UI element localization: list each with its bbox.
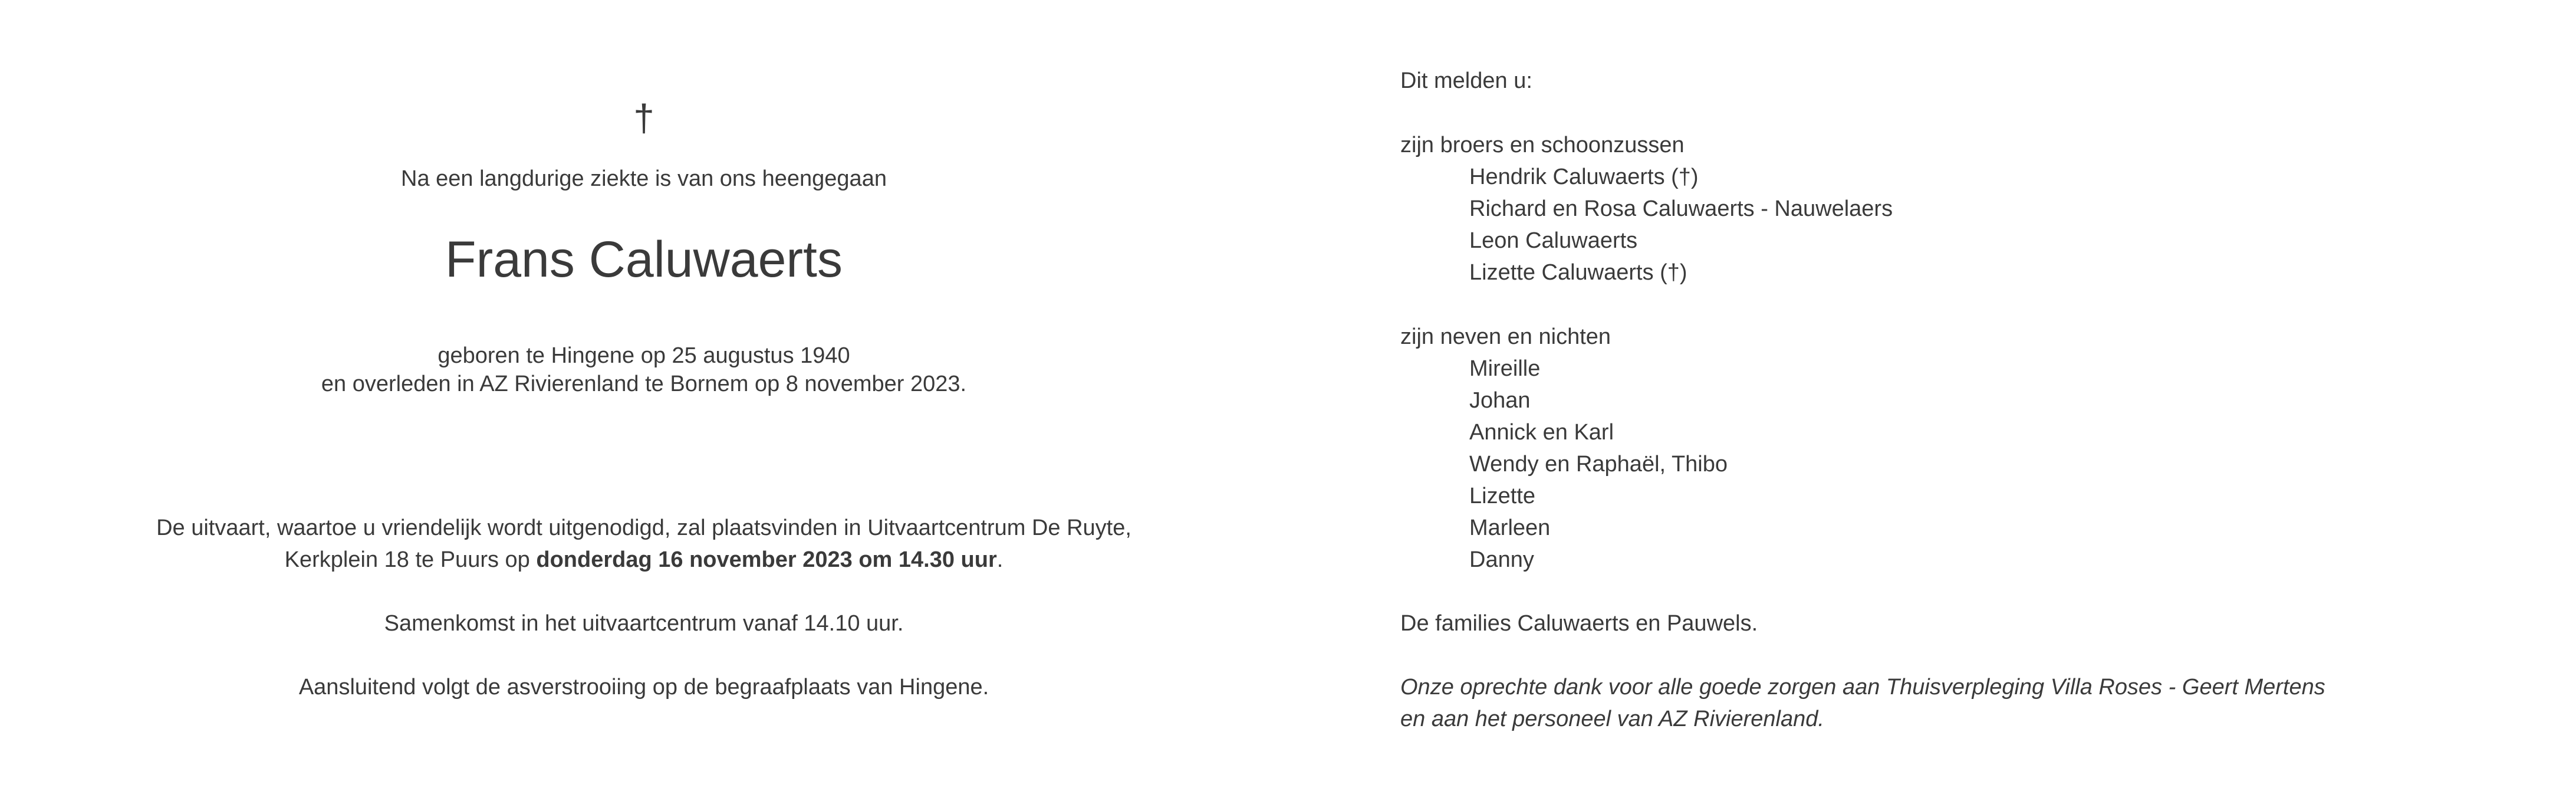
nephew-item: Wendy en Raphaël, Thibo (1469, 452, 1728, 477)
nephew-item: Lizette (1469, 484, 1535, 508)
gathering-text: Samenkomst in het uitvaartcentrum vanaf 14.10 uur. (384, 611, 904, 636)
funeral-text-line1: De uitvaart, waartoe u vriendelijk wordt uitgenodigd, zal plaatsvinden in Uitvaartcentrum De Ruyte, (156, 516, 1131, 540)
nephew-item: Mireille (1469, 356, 1541, 381)
notifiers-heading: Dit melden u: (1400, 68, 1532, 93)
sibling-item: Richard en Rosa Caluwaerts - Nauwelaers (1469, 196, 1893, 221)
nephew-item: Danny (1469, 547, 1534, 572)
cross-symbol: † (633, 97, 654, 139)
funeral-period: . (996, 547, 1004, 572)
death-text: en overleden in AZ Rivierenland te Bornem op 8 november 2023. (321, 372, 967, 396)
thanks-line2: en aan het personeel van AZ Rivierenland. (1400, 707, 1824, 731)
intro-text: Na een langdurige ziekte is van ons heengegaan (401, 166, 887, 191)
funeral-date-time: donderdag 16 november 2023 om 14.30 uur (536, 547, 997, 572)
thanks-line1: Onze oprechte dank voor alle goede zorgen aan Thuisverpleging Villa Roses - Geert Mertens (1400, 675, 2325, 700)
birth-text: geboren te Hingene op 25 augustus 1940 (437, 343, 850, 368)
funeral-address: Kerkplein 18 te Puurs op (284, 547, 537, 572)
nephew-item: Marleen (1469, 516, 1551, 540)
sibling-item: Lizette Caluwaerts (†) (1469, 260, 1687, 285)
announcement-right-panel (1400, 0, 2550, 801)
sibling-item: Leon Caluwaerts (1469, 228, 1638, 253)
families-text: De families Caluwaerts en Pauwels. (1400, 611, 1758, 636)
sibling-item: Hendrik Caluwaerts (†) (1469, 165, 1699, 189)
deceased-name: Frans Caluwaerts (445, 231, 843, 288)
nephew-item: Johan (1469, 388, 1531, 413)
nephew-item: Annick en Karl (1469, 420, 1614, 445)
siblings-label: zijn broers en schoonzussen (1400, 133, 1685, 157)
nephews-label: zijn neven en nichten (1400, 324, 1611, 349)
funeral-text-line2 (0, 545, 1288, 575)
scattering-text: Aansluitend volgt de asverstrooiing op de begraafplaats van Hingene. (298, 675, 989, 700)
